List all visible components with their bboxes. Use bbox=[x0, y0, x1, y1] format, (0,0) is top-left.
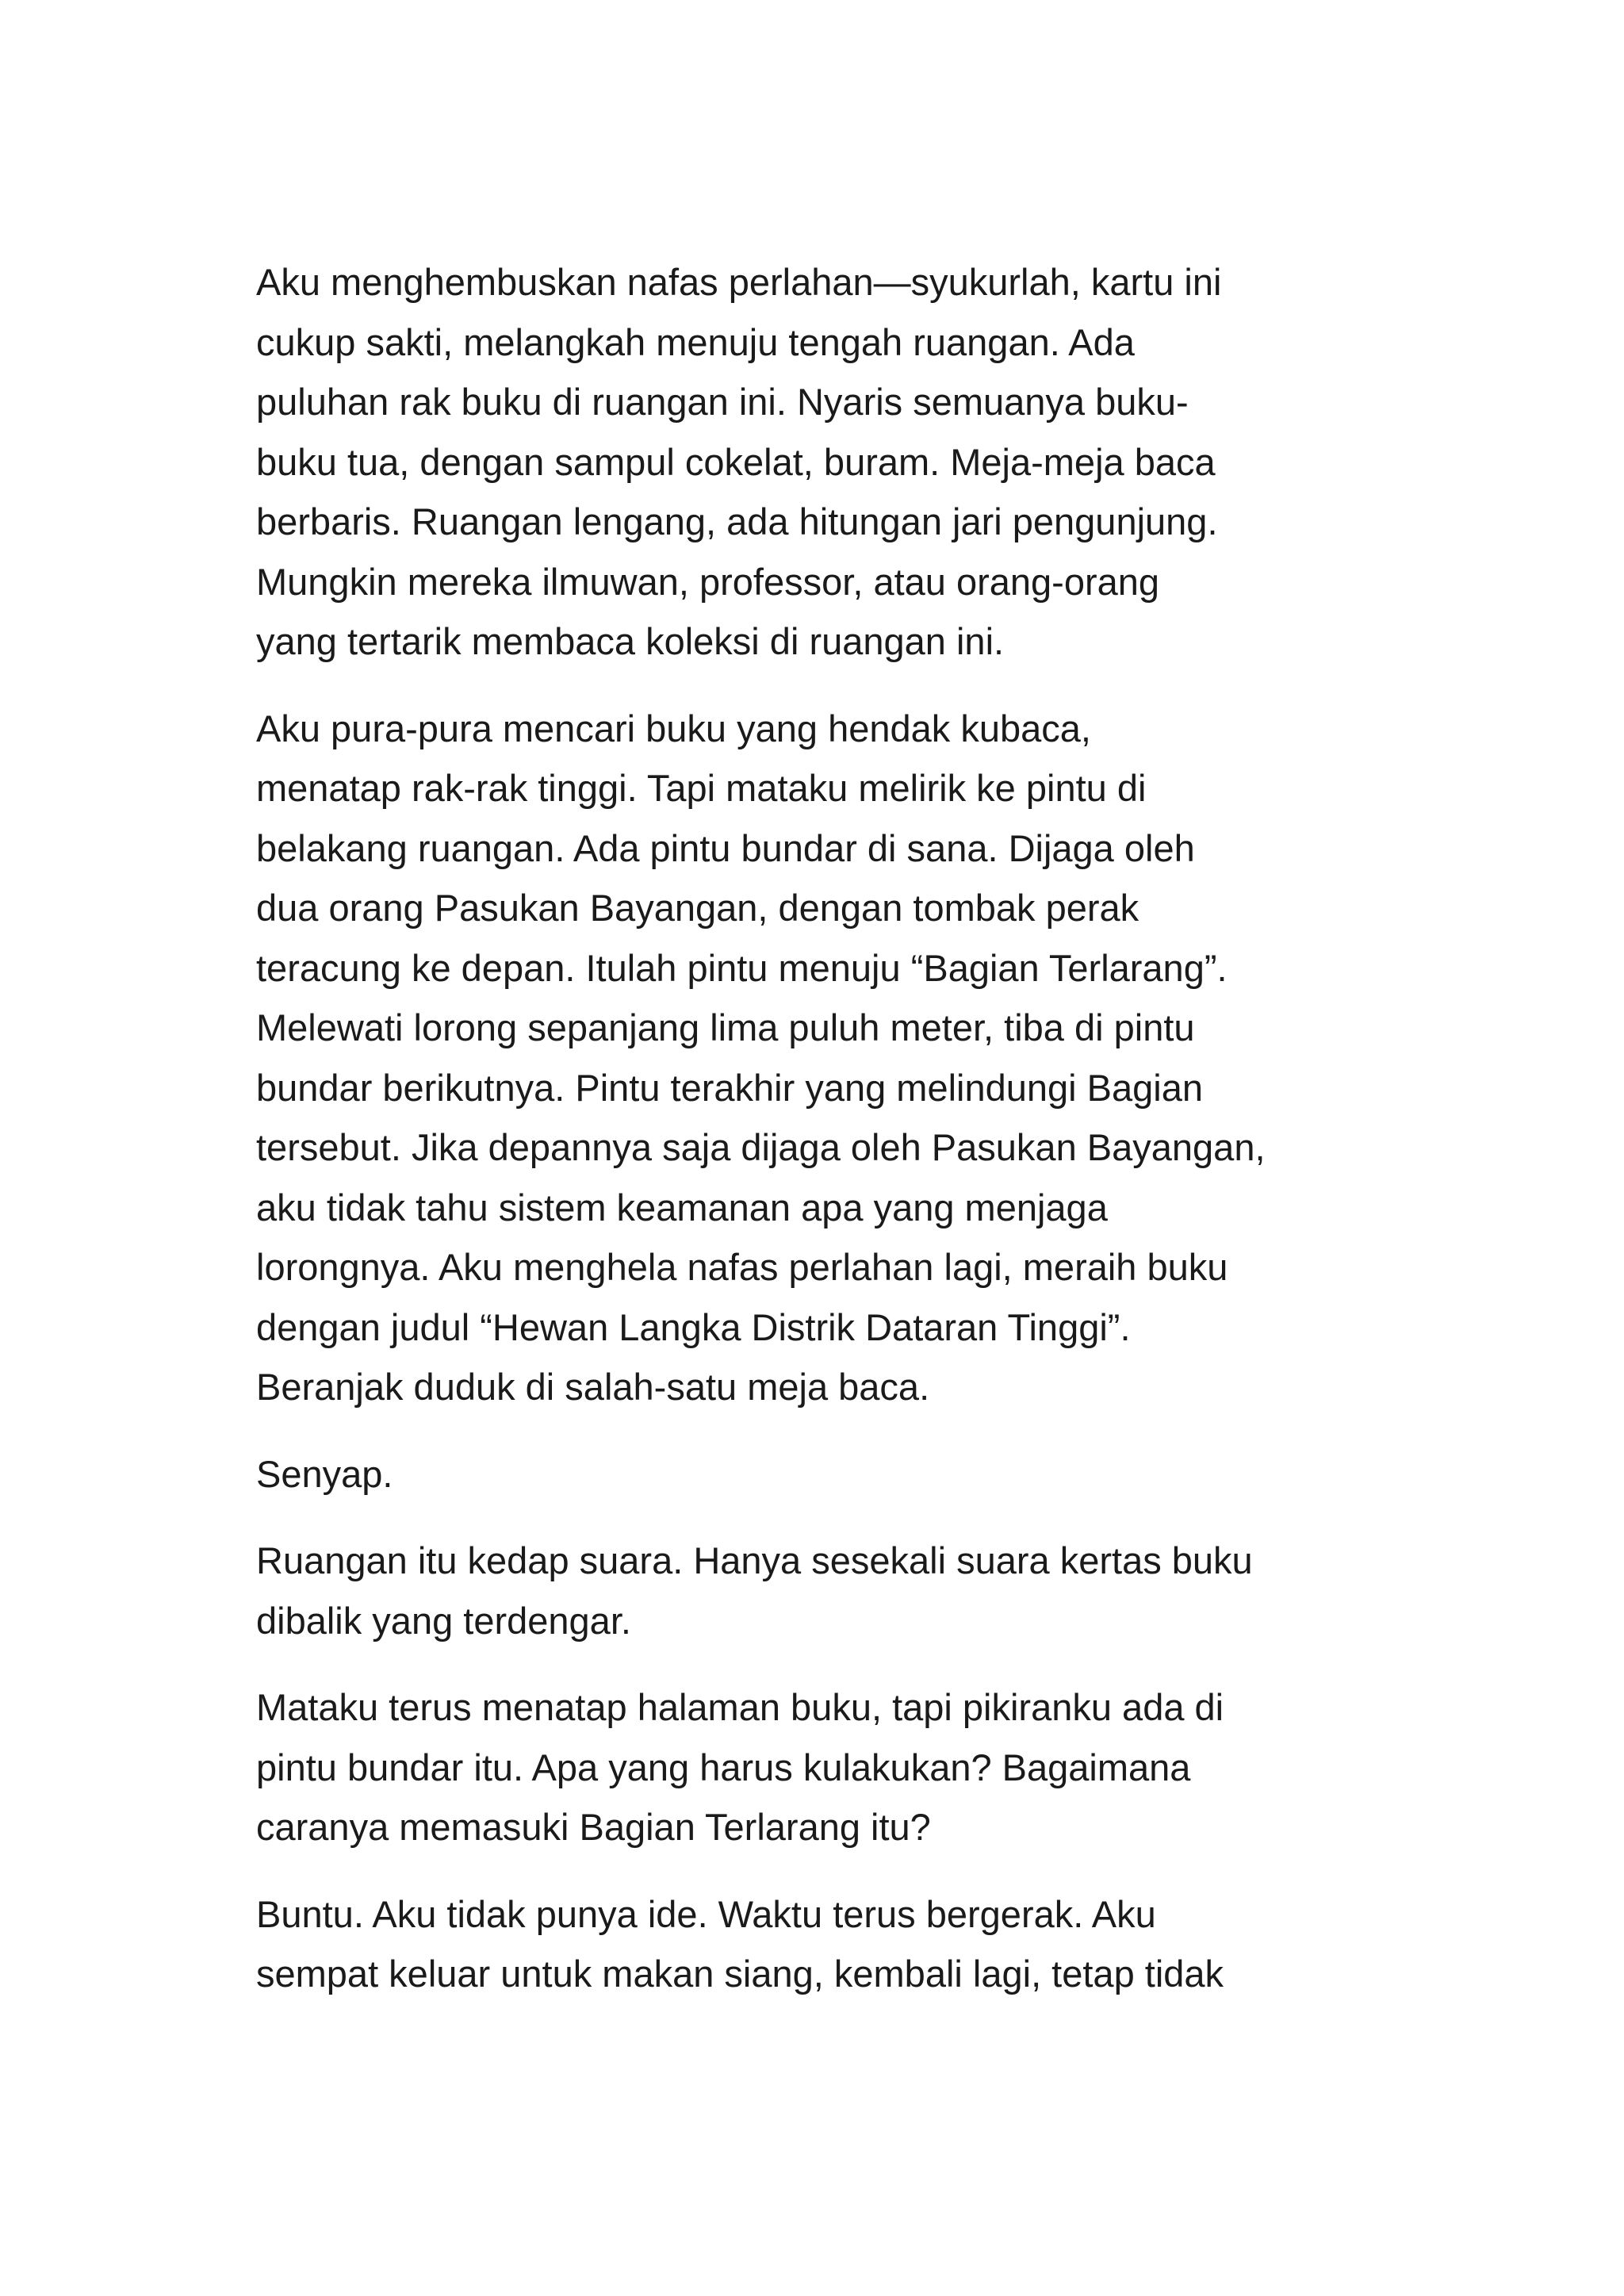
text-line: teracung ke depan. Itulah pintu menuju “Bagian Terlarang”. bbox=[256, 946, 1228, 989]
text-line: caranya memasuki Bagian Terlarang itu? bbox=[256, 1806, 931, 1848]
text-line: Buntu. Aku tidak punya ide. Waktu terus bergerak. Aku bbox=[256, 1892, 1156, 1935]
text-line: belakang ruangan. Ada pintu bundar di sana. Dijaga oleh bbox=[256, 826, 1195, 869]
text-line: Mataku terus menatap halaman buku, tapi pikiranku ada di bbox=[256, 1686, 1224, 1728]
text-line: lorongnya. Aku menghela nafas perlahan lagi, meraih buku bbox=[256, 1246, 1228, 1288]
text-line: dengan judul “Hewan Langka Distrik Dataran Tinggi”. bbox=[256, 1305, 1131, 1348]
page-body bbox=[256, 252, 1414, 2031]
text-line: Beranjak duduk di salah-satu meja baca. bbox=[256, 1366, 930, 1408]
text-line: pintu bundar itu. Apa yang harus kulakukan? Bagaimana bbox=[256, 1746, 1191, 1788]
paragraph-1 bbox=[256, 252, 1414, 672]
text-line: menatap rak-rak tinggi. Tapi mataku melirik ke pintu di bbox=[256, 767, 1147, 809]
text-line: dua orang Pasukan Bayangan, dengan tombak perak bbox=[256, 887, 1139, 929]
text-line: Mungkin mereka ilmuwan, professor, atau orang-orang bbox=[256, 560, 1160, 603]
paragraph-5 bbox=[256, 1677, 1414, 1857]
text-line: yang tertarik membaca koleksi di ruangan ini. bbox=[256, 620, 1005, 662]
text-line: buku tua, dengan sampul cokelat, buram. Meja-meja baca bbox=[256, 440, 1216, 483]
text-line: berbaris. Ruangan lengang, ada hitungan jari pengunjung. bbox=[256, 500, 1218, 542]
text-line: Aku pura-pura mencari buku yang hendak kubaca, bbox=[256, 707, 1091, 749]
text-line: tersebut. Jika depannya saja dijaga oleh Pasukan Bayangan, bbox=[256, 1126, 1266, 1168]
paragraph-6 bbox=[256, 1884, 1414, 2004]
text-line: puluhan rak buku di ruangan ini. Nyaris semuanya buku- bbox=[256, 381, 1189, 423]
text-line: Melewati lorong sepanjang lima puluh meter, tiba di pintu bbox=[256, 1006, 1195, 1048]
text-line: bundar berikutnya. Pintu terakhir yang melindungi Bagian bbox=[256, 1066, 1204, 1109]
text-line: cukup sakti, melangkah menuju tengah ruangan. Ada bbox=[256, 320, 1135, 363]
text-line: Aku menghembuskan nafas perlahan—syukurlah, kartu ini bbox=[256, 261, 1222, 303]
paragraph-3 bbox=[256, 1444, 1414, 1504]
text-line: sempat keluar untuk makan siang, kembali lagi, tetap tidak bbox=[256, 1953, 1224, 1995]
text-line: dibalik yang terdengar. bbox=[256, 1599, 631, 1642]
text-line: Ruangan itu kedap suara. Hanya sesekali suara kertas buku bbox=[256, 1539, 1253, 1581]
text-line: Senyap. bbox=[256, 1452, 393, 1495]
paragraph-2 bbox=[256, 699, 1414, 1417]
paragraph-4 bbox=[256, 1531, 1414, 1650]
text-line: aku tidak tahu sistem keamanan apa yang menjaga bbox=[256, 1186, 1108, 1228]
